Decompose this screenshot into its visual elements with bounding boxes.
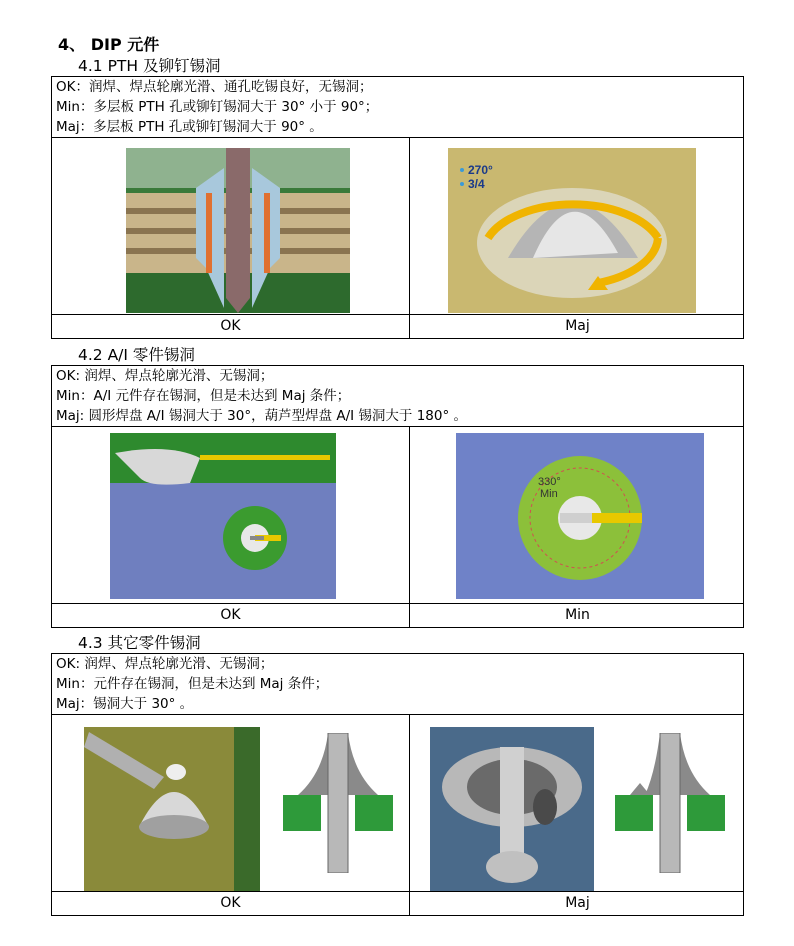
- caption-row: [52, 315, 743, 338]
- criteria-ok: OK: 润焊、焊点轮廓光滑、无锡洞；: [56, 368, 274, 384]
- section-title: 4、 DIP 元件: [58, 35, 160, 54]
- angle-label: 330°: [538, 476, 561, 488]
- caption-row: [52, 892, 743, 915]
- criteria-ok: OK: 润焊、焊点轮廓光滑、无锡洞；: [56, 656, 274, 672]
- pth-cross-section-image: [126, 148, 350, 313]
- solder-joint-ok-photo: [84, 727, 260, 891]
- solder-void-maj-image: [448, 148, 696, 313]
- caption-right: Min: [565, 607, 590, 623]
- solder-joint-maj-diagram: [610, 733, 730, 873]
- criteria-block: [52, 654, 743, 715]
- image-row: [52, 427, 743, 604]
- subsection-title-4-3: 4.3 其它零件锡洞: [78, 634, 201, 652]
- criteria-block: [52, 77, 743, 138]
- subsection-title-4-1: 4.1 PTH 及铆钉锡洞: [78, 57, 221, 75]
- solder-joint-maj-photo: [430, 727, 594, 891]
- ai-component-min-image: [456, 433, 704, 599]
- caption-left: OK: [220, 607, 241, 623]
- solder-joint-ok-diagram: [278, 733, 398, 873]
- criteria-maj: Maj：锡洞大于 30° 。: [56, 696, 194, 712]
- criteria-block: [52, 366, 743, 427]
- criteria-min: Min：元件存在锡洞，但是未达到 Maj 条件；: [56, 676, 329, 692]
- table-4-1: [51, 76, 744, 339]
- table-4-3: [51, 653, 744, 916]
- caption-left: OK: [220, 318, 241, 334]
- table-4-2: [51, 365, 744, 628]
- caption-row: [52, 604, 743, 627]
- caption-left: OK: [220, 895, 241, 911]
- angle-label: 270°: [468, 163, 493, 177]
- ai-component-ok-image: [110, 433, 336, 599]
- criteria-min: Min：多层板 PTH 孔或铆钉锡洞大于 30° 小于 90°；: [56, 99, 379, 115]
- criteria-min: Min：A/I 元件存在锡洞，但是未达到 Maj 条件；: [56, 388, 351, 404]
- criteria-maj: Maj: 圆形焊盘 A/I 锡洞大于 30°，葫芦型焊盘 A/I 锡洞大于 180° 。: [56, 408, 468, 424]
- criteria-ok: OK：润焊、焊点轮廓光滑、通孔吃锡良好，无锡洞；: [56, 79, 373, 95]
- caption-right: Maj: [565, 895, 590, 911]
- fraction-label: 3/4: [468, 177, 485, 191]
- image-row: [52, 138, 743, 315]
- criteria-maj: Maj：多层板 PTH 孔或铆钉锡洞大于 90° 。: [56, 119, 323, 135]
- min-label: Min: [540, 488, 558, 500]
- caption-right: Maj: [565, 318, 590, 334]
- image-row: [52, 715, 743, 892]
- subsection-title-4-2: 4.2 A/I 零件锡洞: [78, 346, 195, 364]
